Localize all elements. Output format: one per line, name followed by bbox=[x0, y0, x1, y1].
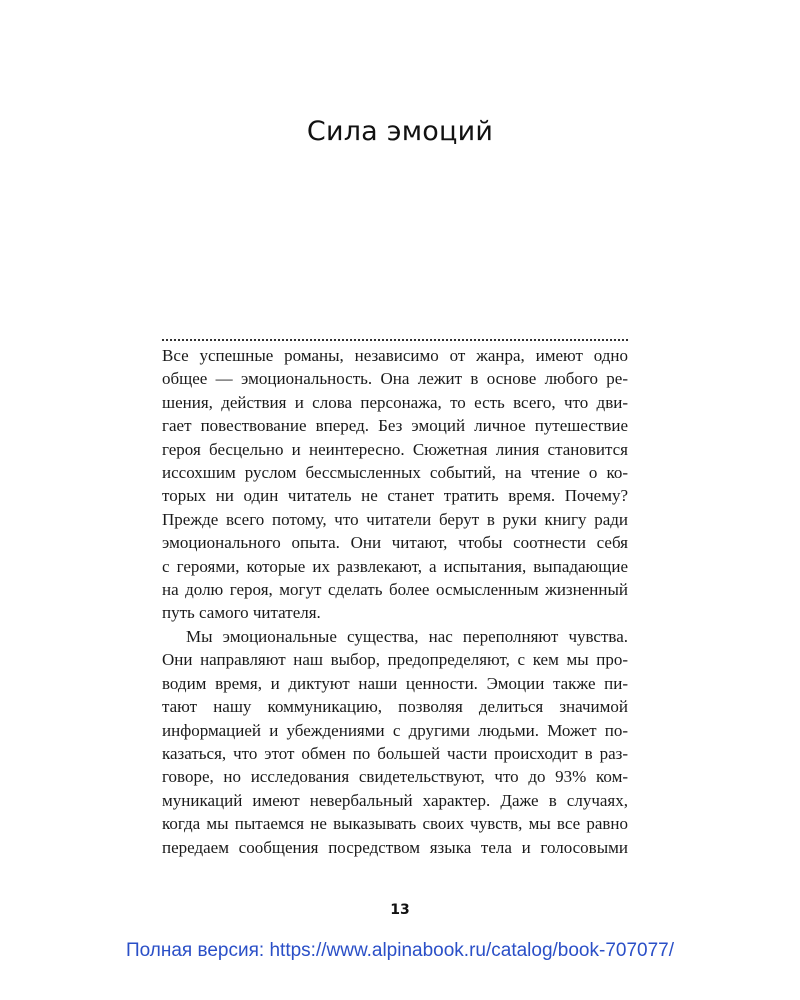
text-line: муникаций имеют невербальный характер. Даже в случаях, bbox=[162, 790, 628, 810]
text-line: когда мы пытаемся не выказывать своих чувств, мы все равно bbox=[162, 814, 628, 834]
full-version-link[interactable] bbox=[0, 940, 800, 962]
text-line: путь самого читателя. bbox=[162, 603, 321, 623]
text-line: героя бесцельно и неинтересно. Сюжетная линия становится bbox=[162, 439, 628, 459]
body-text bbox=[162, 344, 628, 859]
text-line: говоре, но исследования свидетельствуют, что до 93% ком- bbox=[162, 767, 628, 787]
dotted-divider bbox=[162, 339, 628, 341]
text-line: шения, действия и слова персонажа, то есть всего, что дви- bbox=[162, 392, 628, 412]
text-line: тают нашу коммуникацию, позволяя делиться значимой bbox=[162, 697, 628, 717]
chapter-title: Сила эмоций bbox=[306, 116, 494, 147]
paragraph-1 bbox=[162, 344, 628, 625]
paragraph-2 bbox=[162, 625, 628, 859]
text-line: общее — эмоциональность. Она лежит в основе любого ре- bbox=[162, 369, 628, 389]
text-line: гает повествование вперед. Без эмоций личное путешествие bbox=[162, 416, 628, 436]
text-line: с героями, которые их развлекают, а испытания, выпадающие bbox=[162, 556, 628, 576]
page-number: 13 bbox=[390, 902, 410, 918]
text-line: на долю героя, могут сделать более осмысленным жизненный bbox=[162, 580, 628, 600]
full-version-label: Полная версия: bbox=[125, 940, 270, 961]
text-line: торых ни один читатель не станет тратить время. Почему? bbox=[162, 486, 628, 506]
text-line: водим время, и диктуют наши ценности. Эмоции также пи- bbox=[162, 673, 628, 693]
text-line: Они направляют наш выбор, предопределяют, с кем мы про- bbox=[162, 650, 628, 670]
text-line: Прежде всего потому, что читатели берут в руки книгу ради bbox=[162, 509, 628, 529]
text-line: эмоционального опыта. Они читают, чтобы соотнести себя bbox=[162, 533, 628, 553]
text-line: передаем сообщения посредством языка тела и голосовыми bbox=[162, 837, 628, 857]
text-line: информацией и убеждениями с другими людьми. Может по- bbox=[162, 720, 628, 740]
text-line: Все успешные романы, независимо от жанра, имеют одно bbox=[162, 346, 628, 365]
text-line: иссохшим руслом бессмысленных событий, на чтение о ко- bbox=[162, 463, 628, 483]
text-line: казаться, что этот обмен по большей части происходит в раз- bbox=[162, 743, 628, 763]
text-line: Мы эмоциональные существа, нас переполняют чувства. bbox=[186, 626, 628, 646]
full-version-url: https://www.alpinabook.ru/catalog/book-707077/ bbox=[269, 940, 675, 961]
